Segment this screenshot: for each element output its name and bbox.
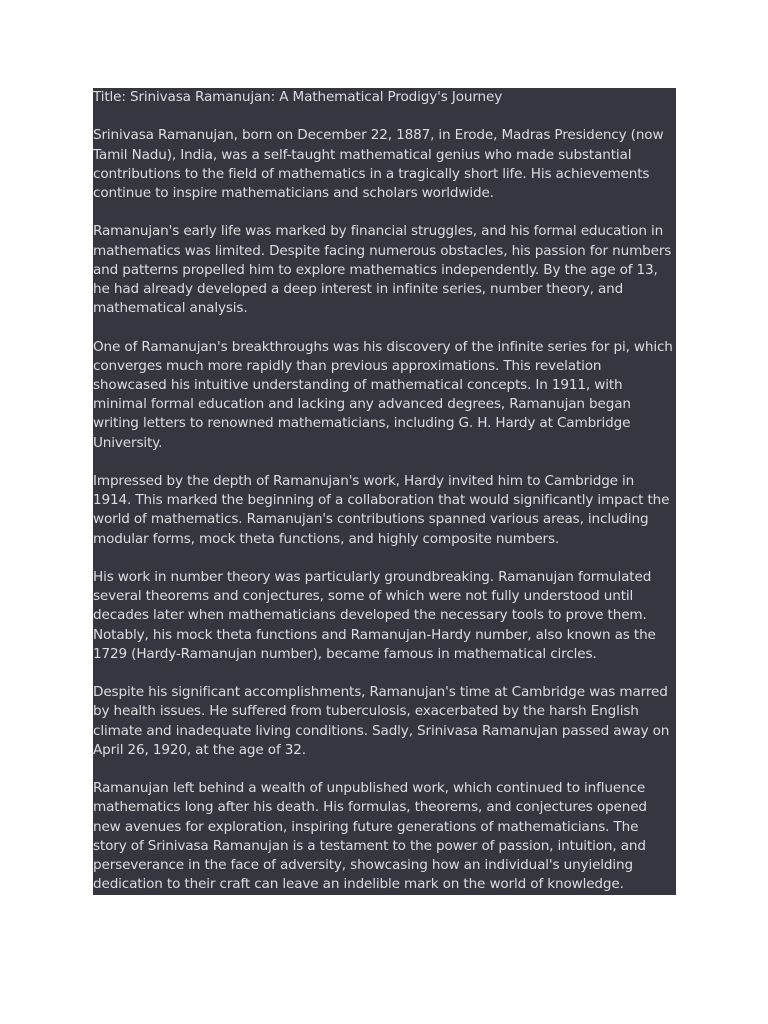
paragraph-number-theory: His work in number theory was particularly groundbreaking. Ramanujan formulated several theorems and conjectures, some of which were not fully understood until decades later when mathematicians developed the necessary tools to prove them. Notably, his mock theta functions and Ramanujan-Hardy number, also known as the 1729 (Hardy-Ramanujan number), became famous in mathematical circles.: [93, 569, 656, 662]
paragraph-breakthroughs: One of Ramanujan's breakthroughs was his discovery of the infinite series for pi, which converges much more rapidly than previous approximations. This revelation showcased his intuitive understanding of mathematical concepts. In 1911, with minimal formal education and lacking any advanced degrees, Ramanujan began writing letters to renowned mathematicians, including G. H. Hardy at Cambridge University.: [93, 338, 673, 451]
paragraph-gap: [93, 318, 676, 337]
paragraph-gap: [93, 203, 676, 222]
paragraph-gap: [93, 664, 676, 683]
paragraph-cambridge: Impressed by the depth of Ramanujan's work, Hardy invited him to Cambridge in 1914. This marked the beginning of a collaboration that would significantly impact the world of mathematics. Ramanujan's contributions spanned various areas, including modular forms, mock theta functions, and highly composite numbers.: [93, 473, 670, 547]
paragraph-gap: [93, 107, 676, 126]
paragraph-legacy: Ramanujan left behind a wealth of unpublished work, which continued to influence mathematics long after his death. His formulas, theorems, and conjectures opened new avenues for exploration, inspiring future generations of mathematicians. The story of Srinivasa Ramanujan is a testament to the power of passion, intuition, and perseverance in the face of adversity, showcasing how an individual's unyielding dedication to their craft can leave an indelible mark on the world of knowledge.: [93, 780, 647, 893]
paragraph-health: Despite his significant accomplishments, Ramanujan's time at Cambridge was marred by health issues. He suffered from tuberculosis, exacerbated by the harsh English climate and inadequate living conditions. Sadly, Srinivasa Ramanujan passed away on April 26, 1920, at the age of 32.: [93, 684, 670, 758]
document-title: Title: Srinivasa Ramanujan: A Mathematical Prodigy's Journey: [93, 89, 503, 105]
paragraph-birth: Srinivasa Ramanujan, born on December 22, 1887, in Erode, Madras Presidency (now Tamil Nadu), India, was a self-taught mathematical genius who made substantial contributions to the field of mathematics in a tragically short life. His achievements continue to inspire mathematicians and scholars worldwide.: [93, 127, 664, 201]
paragraph-gap: [93, 760, 676, 779]
document-text-block: [93, 88, 676, 895]
paragraph-gap: [93, 549, 676, 568]
paragraph-early-life: Ramanujan's early life was marked by financial struggles, and his formal education in mathematics was limited. Despite facing numerous obstacles, his passion for numbers and patterns propelled him to explore mathematics independently. By the age of 13, he had already developed a deep interest in infinite series, number theory, and mathematical analysis.: [93, 223, 672, 317]
paragraph-gap: [93, 453, 676, 472]
